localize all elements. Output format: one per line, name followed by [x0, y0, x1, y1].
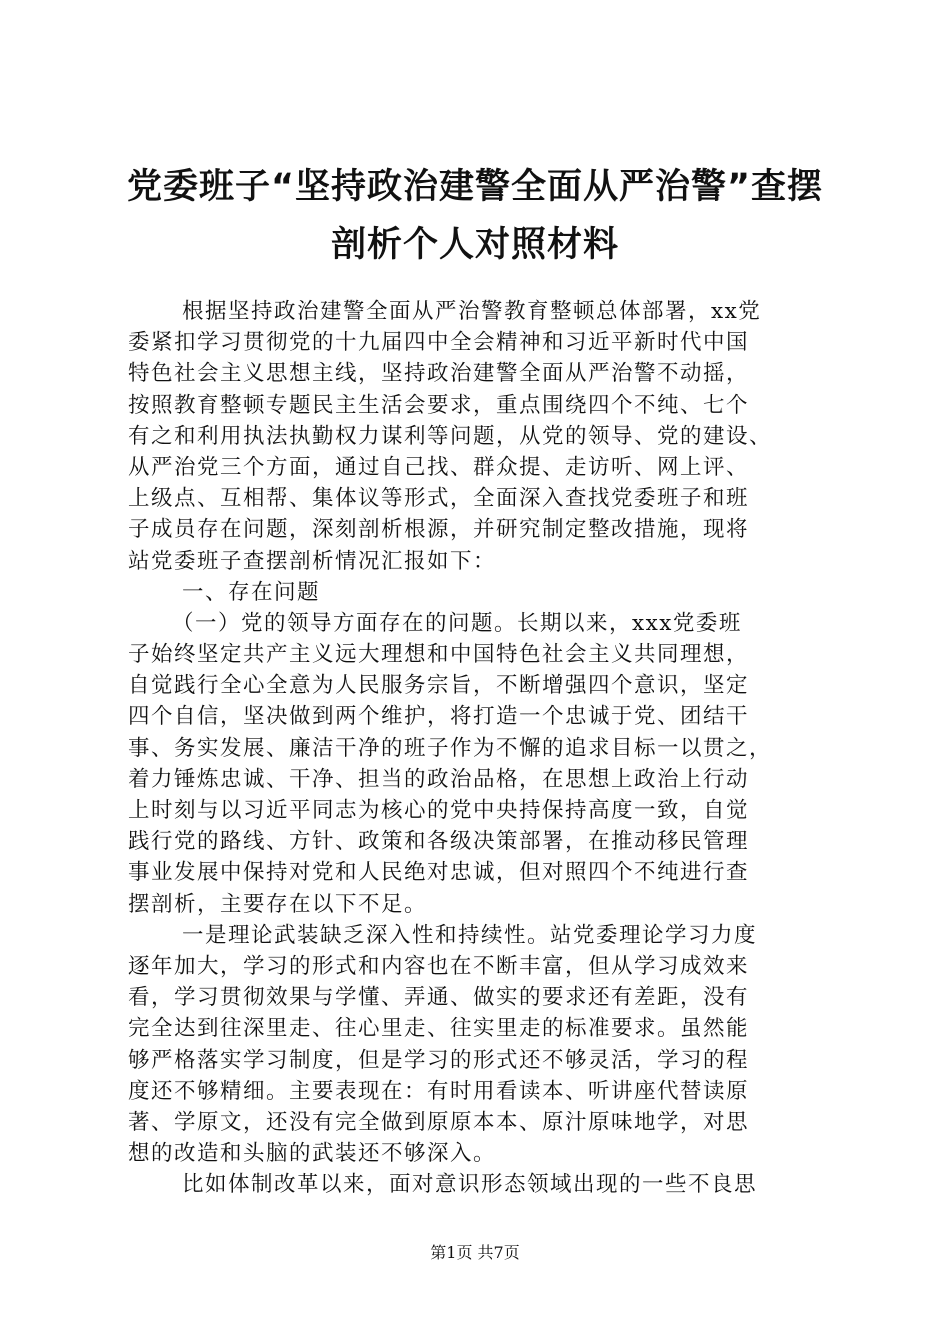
body-line: 上级点、互相帮、集体议等形式，全面深入查找党委班子和班	[128, 486, 750, 512]
body-line: （一）党的领导方面存在的问题。长期以来，xxx党委班	[172, 610, 742, 636]
body-line: 子成员存在问题，深刻剖析根源，并研究制定整改措施，现将	[128, 517, 750, 543]
body-line: 上时刻与以习近平同志为核心的党中央持保持高度一致，自觉	[128, 798, 750, 823]
document-body	[128, 296, 840, 1200]
body-line: 看，学习贯彻效果与学懂、弄通、做实的要求还有差距，没有	[128, 985, 750, 1011]
section-heading: 一、存在问题	[182, 579, 321, 605]
body-line: 有之和利用执法执勤权力谋利等问题，从党的领导、党的建设、	[128, 423, 773, 449]
body-line: 够严格落实学习制度，但是学习的形式还不够灵活，学习的程	[128, 1047, 750, 1073]
body-line: 想的改造和头脑的武装还不够深入。	[128, 1141, 497, 1167]
body-line: 子始终坚定共产主义远大理想和中国特色社会主义共同理想，	[128, 642, 750, 668]
body-line: 度还不够精细。主要表现在：有时用看读本、听讲座代替读原	[128, 1078, 750, 1104]
body-line: 委紧扣学习贯彻党的十九届四中全会精神和习近平新时代中国	[128, 330, 750, 356]
title-line-1: 党委班子“坚持政治建警全面从严治警”查摆	[126, 167, 823, 207]
body-line: 著、学原文，还没有完全做到原原本本、原汁原味地学，对思	[128, 1109, 750, 1135]
body-line: 自觉践行全心全意为人民服务宗旨，不断增强四个意识，坚定	[128, 673, 750, 699]
body-line: 从严治党三个方面，通过自己找、群众提、走访听、网上评、	[128, 454, 750, 480]
body-line: 完全达到往深里走、往心里走、往实里走的标准要求。虽然能	[128, 1016, 750, 1042]
body-line: 一是理论武装缺乏深入性和持续性。站党委理论学习力度	[182, 922, 758, 948]
body-line: 特色社会主义思想主线，坚持政治建警全面从严治警不动摇，	[128, 361, 750, 387]
body-line: 站党委班子查摆剖析情况汇报如下：	[128, 548, 497, 574]
body-line: 按照教育整顿专题民主生活会要求，重点围绕四个不纯、七个	[128, 392, 750, 418]
title-line-2: 剖析个人对照材料	[330, 225, 619, 265]
page-footer: 第1页 共7页	[430, 1243, 520, 1262]
body-line: 比如体制改革以来，面对意识形态领域出现的一些不良思	[182, 1172, 758, 1198]
body-line: 逐年加大，学习的形式和内容也在不断丰富，但从学习成效来	[128, 953, 750, 979]
document-title	[100, 158, 850, 274]
body-line: 四个自信，坚决做到两个维护，将打造一个忠诚于党、团结干	[128, 704, 750, 730]
body-line: 着力锤炼忠诚、干净、担当的政治品格，在思想上政治上行动	[128, 766, 750, 792]
body-line: 事业发展中保持对党和人民绝对忠诚，但对照四个不纯进行查	[128, 860, 750, 886]
body-line: 践行党的路线、方针、政策和各级决策部署，在推动移民管理	[128, 829, 750, 855]
body-line: 摆剖析，主要存在以下不足。	[128, 891, 428, 917]
body-line: 事、务实发展、廉洁干净的班子作为不懈的追求目标一以贯之，	[128, 735, 773, 761]
body-line: 根据坚持政治建警全面从严治警教育整顿总体部署，xx党	[182, 299, 762, 324]
